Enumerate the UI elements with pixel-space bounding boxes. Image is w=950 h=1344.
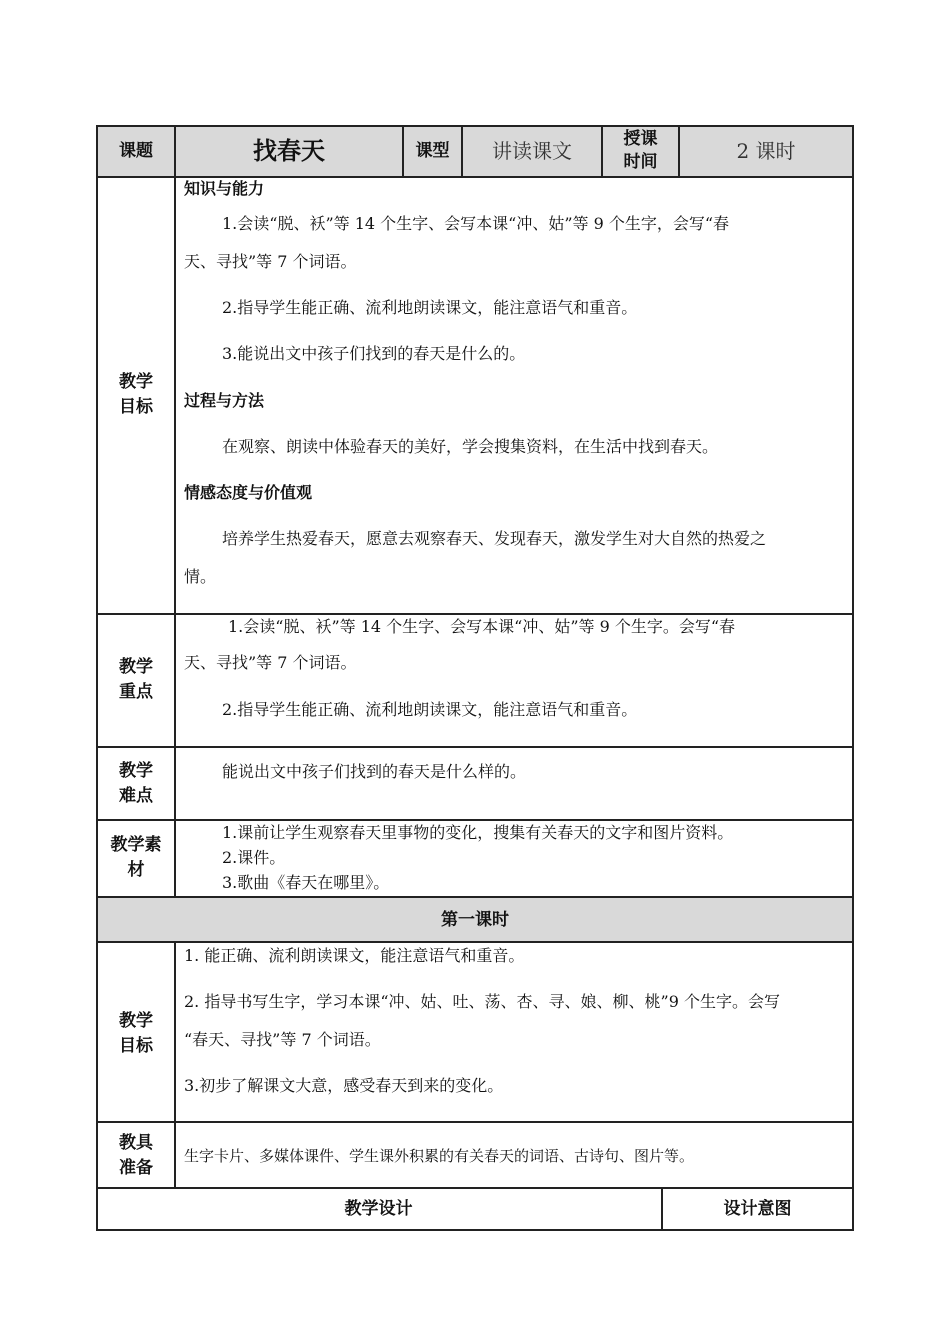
rule [96, 746, 854, 748]
rule [96, 613, 854, 615]
knowledge-item-2: 2.指导学生能正确、流利地朗读课文，能注意语气和重音。 [222, 298, 638, 317]
time-value: 2 课时 [736, 139, 796, 163]
lesson-title: 找春天 [253, 137, 325, 165]
objectives-label-line2: 目标 [119, 397, 153, 417]
tools-label-line1: 教具 [119, 1133, 153, 1153]
rule [96, 1187, 854, 1189]
rule [96, 1229, 854, 1231]
design-column-header: 教学设计 [344, 1199, 413, 1219]
keypoint-1-line2: 天、寻找”等 7 个词语。 [184, 653, 357, 672]
keypoint-1-line1: 1.会读“脱、袄”等 14 个生字、会写本课“冲、姑”等 9 个生字。会写“春 [228, 617, 736, 636]
emotion-heading: 情感态度与价值观 [184, 483, 313, 502]
knowledge-heading: 知识与能力 [184, 179, 265, 198]
rule [96, 896, 854, 898]
emotion-text-line2: 情。 [184, 567, 217, 586]
rule [852, 125, 854, 1231]
knowledge-item-1-line1: 1.会读“脱、袄”等 14 个生字、会写本课“冲、姑”等 9 个生字，会写“春 [222, 214, 730, 233]
lesson1-title: 第一课时 [441, 910, 509, 930]
knowledge-item-3: 3.能说出文中孩子们找到的春天是什么的。 [222, 344, 526, 363]
rule [96, 1121, 854, 1123]
rule [96, 819, 854, 821]
keypoints-label-line1: 教学 [119, 657, 153, 677]
time-label-line2: 时间 [623, 152, 658, 172]
time-label-line1: 授课 [623, 129, 658, 149]
materials-label-line2: 材 [127, 860, 145, 880]
lesson-plan-table [96, 125, 854, 1231]
materials-label-line1: 教学素 [110, 835, 162, 855]
lesson1-goal-2-line2: “春天、寻找”等 7 个词语。 [184, 1030, 381, 1049]
lesson1-goal-2-line1: 2. 指导书写生字，学习本课“冲、姑、吐、荡、杏、寻、娘、柳、桃”9 个生字。会写 [184, 992, 780, 1011]
intent-column-header: 设计意图 [723, 1199, 792, 1219]
difficulty-label-line2: 难点 [119, 786, 153, 806]
rule [96, 941, 854, 943]
lesson1-goal-3: 3.初步了解课文大意，感受春天到来的变化。 [184, 1076, 504, 1095]
topic-label: 课题 [119, 141, 153, 161]
material-2: 2.课件。 [222, 848, 286, 867]
emotion-text-line1: 培养学生热爱春天，愿意去观察春天、发现春天，激发学生对大自然的热爱之 [222, 529, 767, 548]
lesson1-goal-1: 1. 能正确、流利朗读课文，能注意语气和重音。 [184, 946, 525, 965]
rule [96, 125, 854, 127]
tools-label-line2: 准备 [119, 1158, 153, 1178]
lesson1-label-line2: 目标 [119, 1036, 153, 1056]
type-label: 课型 [415, 141, 450, 161]
tools-text: 生字卡片、多媒体课件、学生课外积累的有关春天的词语、古诗句、图片等。 [184, 1147, 695, 1165]
material-3: 3.歌曲《春天在哪里》。 [222, 873, 390, 892]
difficulty-label-line1: 教学 [119, 761, 153, 781]
objectives-label-line1: 教学 [119, 372, 153, 392]
type-value: 讲读课文 [492, 139, 572, 163]
knowledge-item-1-line2: 天、寻找”等 7 个词语。 [184, 252, 357, 271]
keypoint-2: 2.指导学生能正确、流利地朗读课文，能注意语气和重音。 [222, 700, 638, 719]
process-heading: 过程与方法 [184, 391, 265, 410]
lesson1-label-line1: 教学 [119, 1011, 153, 1031]
keypoints-label-line2: 重点 [119, 682, 153, 702]
difficulty-text: 能说出文中孩子们找到的春天是什么样的。 [222, 762, 527, 781]
material-1: 1.课前让学生观察春天里事物的变化，搜集有关春天的文字和图片资料。 [222, 823, 734, 842]
process-text: 在观察、朗读中体验春天的美好，学会搜集资料，在生活中找到春天。 [222, 437, 719, 456]
